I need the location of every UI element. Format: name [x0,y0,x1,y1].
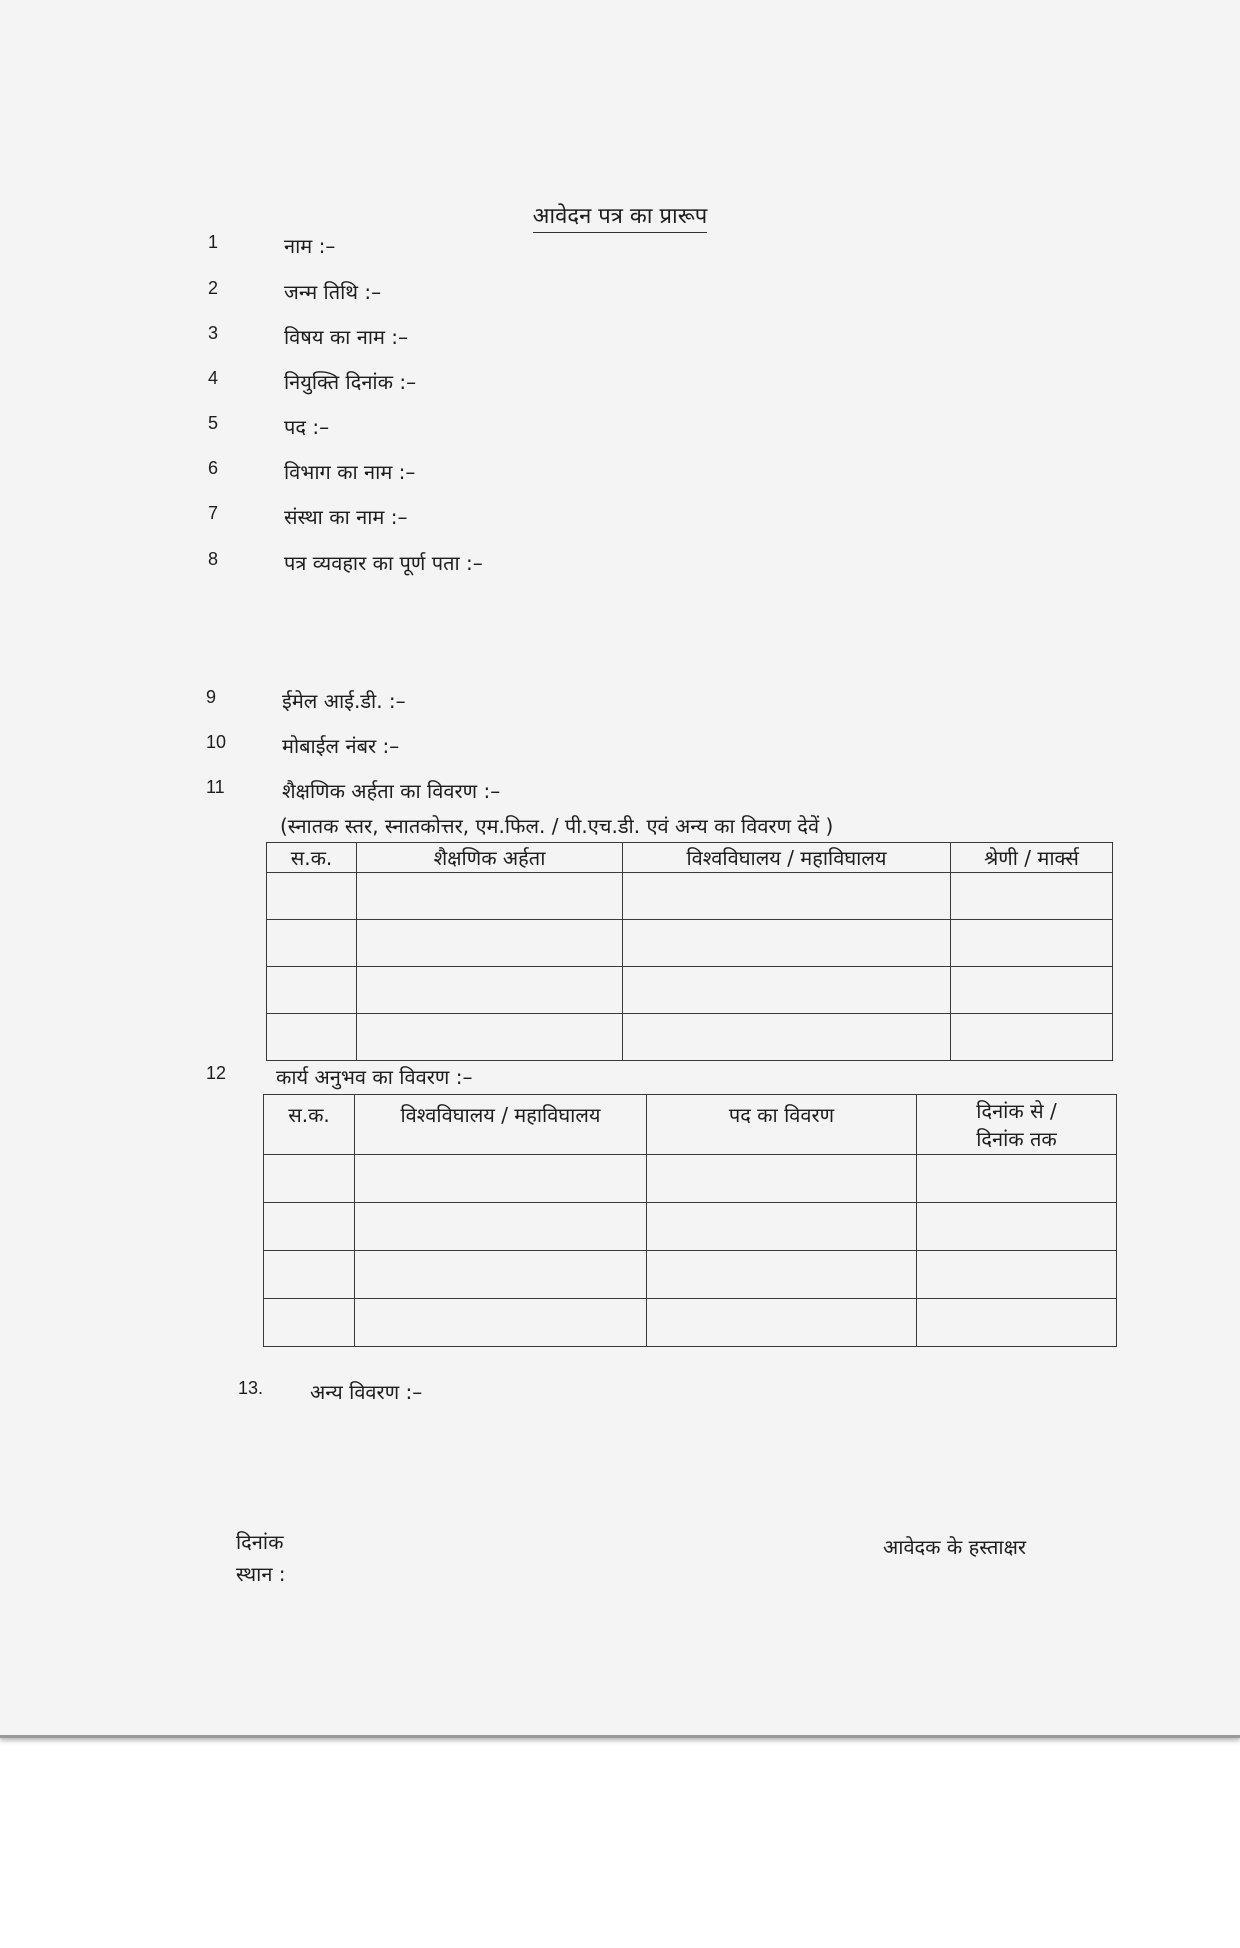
table-row [264,1251,1117,1299]
table-row [264,1155,1117,1203]
experience-table [263,1094,1117,1347]
experience-col-post: पद का विवरण [647,1095,917,1155]
table-row [264,1299,1117,1347]
education-note: (स्नातक स्तर, स्नातकोत्तर, एम.फिल. / पी.एच.डी. एवं अन्य का विवरण देवें ) [280,814,834,838]
education-col-qualification: शैक्षणिक अर्हता [357,843,623,873]
education-table [266,842,1113,1061]
table-row [267,967,1113,1014]
table-row [267,873,1113,920]
place-label: स्थान : [236,1562,286,1586]
table-row [264,1203,1117,1251]
education-col-serial: स.क. [267,843,357,873]
experience-col-serial: स.क. [264,1095,355,1155]
form-title: आवेदन पत्र का प्रारूप [0,200,1240,230]
education-col-grade: श्रेणी / मार्क्स [951,843,1113,873]
date-label: दिनांक [236,1530,284,1554]
table-row [267,1014,1113,1061]
signature-label: आवेदक के हस्ताक्षर [883,1535,1027,1559]
education-header-row [267,843,1113,873]
education-col-university: विश्वविघालय / महाविघालय [623,843,951,873]
experience-col-university: विश्वविघालय / महाविघालय [355,1095,647,1155]
experience-col-dates: दिनांक से / दिनांक तक [917,1095,1117,1155]
form-sheet: आवेदन पत्र का प्रारूप 1 नाम :– 2 जन्म तिथि :– 3 विषय का नाम :– 4 नियुक्ति दिनांक :– 5 पद :– 6 विभाग का नाम :– 7 संस्था का नाम :– 8 पत्र व्यवहार का पूर्ण पता :– 9 ईमेल आई.डी. :– 10 मोबाईल नंबर :– 11 शैक्षणिक अर्हता का विवरण :– (स्नातक स्तर, स्नातकोत्तर, एम.फिल. / पी.एच.डी. एवं अन्य का विवरण देवें ) स.क. शैक्षणिक अर्हता विश्वविघालय / महाविघालय श्रेणी / मार्क्स 12 कार्य अनुभव का विवरण :– स.क. विश्वविघालय / महाविघालय पद का विवरण दिनांक से / दिनांक तक 13. अन्य विवरण :– दिनांक स्थान : आवेदक के हस्ताक्षर [0,0,1240,1738]
table-row [267,920,1113,967]
experience-header-row [264,1095,1117,1155]
